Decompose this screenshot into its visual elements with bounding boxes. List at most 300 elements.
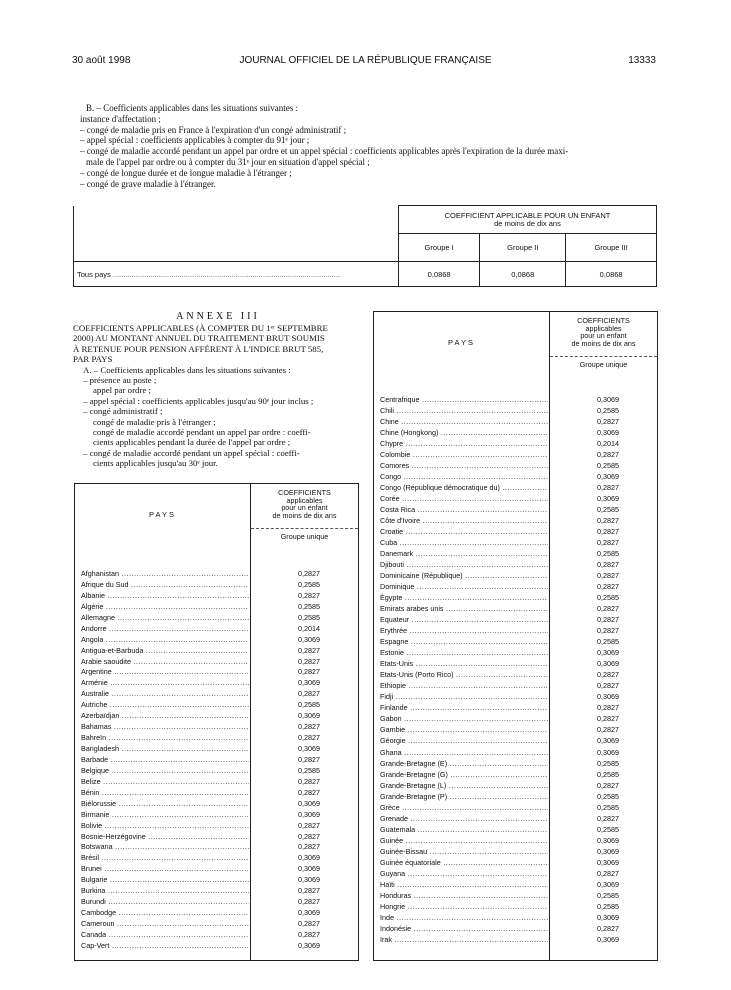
country-name: Colombie .....	[380, 449, 548, 460]
table-row	[79, 732, 358, 743]
pays-column-header: PAYS	[448, 338, 475, 347]
table-row	[79, 841, 358, 852]
country-name: Algérie .....	[81, 601, 249, 612]
table-row	[378, 515, 657, 526]
coefficient-value: 0,3069	[597, 857, 619, 867]
annex-heading-line: COEFFICIENTS APPLICABLES (À COMPTER DU 1ᵉʳ SEPTEMBRE	[73, 323, 328, 333]
annex-body	[73, 323, 361, 469]
coefficient-value: 0,2014	[298, 623, 320, 633]
country-name: Birmanie .....	[81, 809, 249, 820]
table-row	[378, 482, 657, 493]
section-b-item: – congé de grave maladie à l'étranger.	[80, 178, 216, 189]
country-name: Barbade .....	[81, 754, 249, 765]
coefficient-value: 0,3069	[298, 798, 320, 808]
table-row	[378, 526, 657, 537]
country-name: Burundi .....	[81, 896, 249, 907]
coefficient-table	[73, 205, 657, 287]
coefficient-value: 0,2827	[298, 919, 320, 928]
country-name: Finlande .....	[380, 702, 548, 713]
country-name: Bangladesh .....	[81, 743, 249, 754]
table-row-label	[74, 262, 399, 287]
table-row	[378, 449, 657, 460]
country-name: Arabie saoudite .....	[81, 656, 249, 667]
country-name: Ghana .....	[380, 747, 548, 758]
country-name: Emirats arabes unis .....	[380, 603, 548, 614]
coefficient-value: 0,2827	[597, 868, 619, 878]
coefficient-value: 0,2827	[298, 667, 320, 677]
country-name: Ethiopie .....	[380, 680, 548, 691]
country-name: Guinée-Bissau .....	[380, 846, 548, 857]
table-row	[79, 688, 358, 699]
country-name: Chili .....	[380, 405, 548, 416]
coef-header-text	[550, 317, 657, 347]
country-name: Chypre .....	[380, 438, 548, 449]
coefficient-value: 0,2827	[298, 831, 320, 841]
section-a-title: A. – Coefficients applicables dans les situations suivantes :	[83, 364, 291, 375]
country-name: Cap-Vert .....	[81, 940, 249, 951]
table-row	[79, 721, 358, 732]
coefficient-value: 0,2827	[298, 656, 320, 666]
table-row	[79, 852, 358, 863]
country-name: Argentine .....	[81, 666, 249, 677]
table-row	[378, 405, 657, 416]
table-row	[79, 699, 358, 710]
coefficient-value: 0,2585	[597, 549, 619, 559]
table-row	[378, 603, 657, 614]
country-name: Haïti .....	[380, 879, 548, 890]
country-name: Danemark .....	[380, 548, 548, 559]
table-row	[378, 471, 657, 482]
coefficient-value: 0,2585	[298, 601, 320, 611]
table-row	[378, 680, 657, 691]
country-name: Fidji .....	[380, 691, 548, 702]
coefficient-value: 0,2585	[597, 901, 619, 911]
coefficient-value: 0,3069	[597, 692, 619, 702]
coefficient-value: 0,2585	[597, 769, 619, 779]
section-a-item: – appel spécial : coefficients applicables jusqu'au 90ᵉ jour inclus ;	[83, 395, 314, 406]
dot-leader: .............................................................................................................	[110, 269, 340, 279]
country-name: Grande-Bretagne (L) .....	[380, 780, 548, 791]
country-name: Djibouti .....	[380, 559, 548, 570]
country-name: Irak .....	[380, 934, 548, 945]
header-separator	[251, 528, 358, 529]
table-row	[378, 791, 657, 802]
coefficient-value: 0,3069	[597, 395, 619, 404]
table-row	[79, 787, 358, 798]
country-name: Botswana .....	[81, 841, 249, 852]
country-name: Autriche .....	[81, 699, 249, 710]
country-name: Equateur .....	[380, 614, 548, 625]
coefficient-value: 0,2827	[597, 417, 619, 427]
table-row	[378, 438, 657, 449]
section-a-item: – congé de maladie accordé pendant un appel spécial : coeffi-	[83, 447, 300, 458]
coefficient-value: 0,2827	[298, 590, 320, 600]
table-row	[378, 702, 657, 713]
country-name: Cuba .....	[380, 537, 548, 548]
table-row	[79, 579, 358, 590]
table-row	[378, 868, 657, 879]
country-name: Congo .....	[380, 471, 548, 482]
coefficient-value: 0,3069	[298, 875, 320, 885]
coefficient-value: 0,3069	[298, 864, 320, 874]
country-name: Cameroun .....	[81, 918, 249, 929]
table-row	[79, 677, 358, 688]
group-header: Groupe I	[399, 234, 480, 262]
coefficient-value: 0,2827	[597, 780, 619, 790]
country-name: Etats-Unis (Porto Rico) .....	[380, 669, 548, 680]
coefficient-value: 0,3069	[298, 908, 320, 918]
coefficient-value: 0,2827	[298, 897, 320, 907]
annex-heading-line: À RETENUE POUR PENSION AFFÉRENT À L'INDICE BRUT 585,	[73, 343, 324, 354]
table-row	[378, 912, 657, 923]
table-row	[79, 776, 358, 787]
country-name: Albanie .....	[81, 590, 249, 601]
country-name: Belize .....	[81, 776, 249, 787]
coefficient-value: 0,2827	[298, 722, 320, 732]
section-a-item: congé de maladie accordé pendant un appel par ordre : coeffi-	[93, 427, 311, 438]
country-name: Guinée .....	[380, 835, 548, 846]
country-name: Bénin .....	[81, 787, 249, 798]
table-row	[79, 896, 358, 907]
coefficient-value: 0,2585	[597, 461, 619, 471]
table-row	[79, 754, 358, 765]
coef-header-text	[251, 489, 358, 519]
table-row	[378, 504, 657, 515]
coefficient-value: 0,3069	[298, 809, 320, 819]
section-a-item: cients applicables jusqu'au 30ᵉ jour.	[93, 458, 218, 469]
coefficient-value: 0,2827	[597, 582, 619, 592]
country-name: Congo (République démocratique du) .....	[380, 482, 548, 493]
table-cell: 0,0868	[399, 262, 480, 287]
coefficient-value: 0,2827	[597, 703, 619, 713]
country-name: Grèce .....	[380, 802, 548, 813]
table-row	[378, 747, 657, 758]
coefficient-value: 0,3069	[597, 912, 619, 922]
header-title: JOURNAL OFFICIEL DE LA RÉPUBLIQUE FRANÇAISE	[239, 55, 492, 66]
country-name: Antigua-et-Barbuda .....	[81, 645, 249, 656]
group-header: Groupe II	[480, 234, 566, 262]
country-table-right	[373, 311, 658, 961]
country-name: Afghanistan .....	[81, 568, 249, 579]
country-name: Etats-Unis .....	[380, 658, 548, 669]
table-row	[79, 863, 358, 874]
coef-header-line: pour un enfant	[580, 331, 627, 340]
coefficient-value: 0,2827	[597, 923, 619, 933]
country-name: Canada .....	[81, 929, 249, 940]
coef-header-line: COEFFICIENTS	[278, 488, 331, 497]
table-row	[79, 940, 358, 951]
country-name: Belgique .....	[81, 765, 249, 776]
coefficient-value: 0,3069	[597, 747, 619, 757]
country-name: Andorre .....	[81, 623, 249, 634]
coefficient-value: 0,2827	[597, 626, 619, 636]
country-name: Burkina .....	[81, 885, 249, 896]
country-name: Bulgarie .....	[81, 874, 249, 885]
country-name: Côte d'Ivoire .....	[380, 515, 548, 526]
table-cell: 0,0868	[566, 262, 657, 287]
table-row	[378, 669, 657, 680]
country-name: Espagne .....	[380, 636, 548, 647]
country-name: Bolivie .....	[81, 820, 249, 831]
country-name: Costa Rica .....	[380, 504, 548, 515]
table-row	[79, 743, 358, 754]
coefficient-value: 0,2827	[597, 813, 619, 823]
country-name: Chine (Hongkong) .....	[380, 427, 548, 438]
coefficient-value: 0,3069	[597, 879, 619, 889]
country-name: Grande-Bretagne (E) .....	[380, 758, 548, 769]
table-row	[79, 874, 358, 885]
header-date: 30 août 1998	[72, 55, 131, 66]
table-row	[79, 907, 358, 918]
coefficient-value: 0,2827	[298, 929, 320, 939]
annex-heading-line: 2000) AU MONTANT ANNUEL DU TRAITEMENT BRUT SOUMIS	[73, 333, 325, 344]
table-row	[378, 592, 657, 603]
coefficient-value: 0,2827	[597, 604, 619, 614]
coefficient-value: 0,3069	[298, 940, 320, 950]
section-b-title: B. – Coefficients applicables dans les situations suivantes :	[86, 103, 299, 113]
table-row	[79, 918, 358, 929]
table-row	[378, 824, 657, 835]
coef-heading-line1: COEFFICIENT APPLICABLE POUR UN ENFANT	[444, 210, 611, 220]
country-name: Géorgie .....	[380, 735, 548, 746]
coefficient-value: 0,2585	[597, 802, 619, 812]
coef-table-heading	[399, 206, 657, 234]
table-row	[79, 765, 358, 776]
coefficient-value: 0,2585	[298, 579, 320, 589]
coefficient-value: 0,2827	[597, 560, 619, 570]
annex-title: ANNEXE III	[176, 311, 260, 322]
coefficient-value: 0,2827	[597, 670, 619, 680]
table-row	[378, 780, 657, 791]
table-row	[378, 713, 657, 724]
country-name: Dominique .....	[380, 581, 548, 592]
table-row	[378, 934, 657, 945]
table-row	[378, 890, 657, 901]
coefficient-value: 0,2827	[298, 689, 320, 699]
coefficient-value: 0,2585	[298, 700, 320, 710]
table-row	[378, 658, 657, 669]
table-row	[378, 813, 657, 824]
coefficient-value: 0,2827	[298, 776, 320, 786]
coefficient-value: 0,2827	[597, 681, 619, 691]
coefficient-value: 0,2827	[597, 527, 619, 537]
coef-heading-line2: de moins de dix ans	[494, 218, 561, 228]
coefficient-value: 0,2585	[298, 612, 320, 622]
country-name: Grenade .....	[380, 813, 548, 824]
country-name: Chine .....	[380, 416, 548, 427]
country-name: Afrique du Sud .....	[81, 579, 249, 590]
coefficient-value: 0,3069	[298, 711, 320, 721]
coefficient-value: 0,3069	[298, 744, 320, 753]
coef-header-line: applicables	[286, 495, 323, 505]
coefficient-value: 0,3069	[597, 428, 619, 438]
country-name: Azerbaïdjan .....	[81, 710, 249, 721]
country-name: Comores .....	[380, 460, 548, 471]
pays-column-header: PAYS	[149, 510, 176, 519]
country-name: Erythrée .....	[380, 625, 548, 636]
group-header: Groupe unique	[579, 360, 628, 369]
table-row	[79, 798, 358, 809]
table-row	[378, 835, 657, 846]
coefficient-value: 0,3069	[597, 659, 619, 669]
table-row	[378, 394, 657, 405]
coefficient-value: 0,3069	[298, 678, 320, 688]
table-row	[378, 548, 657, 559]
coefficient-value: 0,2014	[597, 439, 619, 449]
country-table-left	[74, 483, 359, 961]
section-b-item: – congé de maladie accordé pendant un appel par ordre et un appel spécial : coefficients applicables après l'expiration de la durée maxi-	[80, 146, 569, 157]
table-row	[378, 647, 657, 658]
country-name: Arménie .....	[81, 677, 249, 688]
coefficient-value: 0,3069	[597, 494, 619, 504]
table-row	[79, 623, 358, 634]
coefficient-value: 0,3069	[298, 634, 320, 644]
coefficient-value: 0,3069	[597, 934, 619, 944]
coef-header-line: pour un enfant	[281, 503, 328, 512]
section-b	[80, 103, 660, 189]
coefficient-value: 0,3069	[597, 846, 619, 856]
country-name: Angola .....	[81, 634, 249, 645]
country-name: Centrafrique .....	[380, 394, 548, 405]
table-row	[378, 691, 657, 702]
coefficient-value: 0,2827	[597, 450, 619, 460]
country-name: Grande-Bretagne (P) .....	[380, 791, 548, 802]
country-name: Hongrie .....	[380, 901, 548, 912]
country-name: Australie .....	[81, 688, 249, 699]
table-row	[79, 710, 358, 721]
country-name: Gabon .....	[380, 713, 548, 724]
coefficient-value: 0,2827	[298, 842, 320, 852]
table-row	[378, 724, 657, 735]
table-row	[378, 570, 657, 581]
coefficient-value: 0,2827	[597, 483, 619, 493]
table-cell: 0,0868	[480, 262, 566, 287]
country-name: Croatie .....	[380, 526, 548, 537]
table-row	[79, 656, 358, 667]
coefficient-value: 0,2827	[597, 571, 619, 581]
coef-header-line: de moins de dix ans	[272, 510, 337, 520]
country-name: Guyana .....	[380, 868, 548, 879]
coefficient-value: 0,2827	[597, 725, 619, 735]
section-b-item: – appel spécial : coefficients applicables à compter du 91ᵉ jour ;	[80, 135, 310, 146]
country-name: Grande-Bretagne (G) .....	[380, 769, 548, 780]
coefficient-value: 0,2827	[298, 754, 320, 764]
coefficient-value: 0,3069	[597, 472, 619, 482]
table-row	[79, 634, 358, 645]
coefficient-value: 0,2827	[597, 516, 619, 526]
group-header: Groupe III	[566, 234, 657, 262]
coefficient-value: 0,2827	[597, 714, 619, 724]
coefficient-value: 0,3069	[298, 853, 320, 863]
table-row	[79, 820, 358, 831]
coefficient-value: 0,2585	[597, 505, 619, 515]
country-name: Égypte .....	[380, 592, 548, 603]
country-rows	[378, 394, 657, 945]
table-row	[378, 581, 657, 592]
coefficient-value: 0,3069	[597, 736, 619, 746]
coef-header-line: de moins de dix ans	[571, 338, 636, 348]
country-name: Estonie .....	[380, 647, 548, 658]
section-b-item: – congé de longue durée et de longue maladie à l'étranger ;	[80, 167, 292, 178]
country-name: Indonésie .....	[380, 923, 548, 934]
coefficient-value: 0,2585	[298, 765, 320, 775]
country-name: Bahreïn .....	[81, 732, 249, 743]
coefficient-value: 0,2585	[597, 406, 619, 416]
country-name: Cambodge .....	[81, 907, 249, 918]
annex-heading-line: PAR PAYS	[73, 354, 113, 365]
country-name: Biélorussie .....	[81, 798, 249, 809]
coefficient-value: 0,2585	[597, 890, 619, 900]
section-a-item: cients applicables pendant la durée de l'appel par ordre ;	[93, 437, 291, 448]
section-b-item: instance d'affectation ;	[80, 113, 161, 124]
table-row	[378, 758, 657, 769]
table-row	[378, 879, 657, 890]
table-row	[378, 625, 657, 636]
table-row	[378, 636, 657, 647]
row-label-text: Tous pays	[77, 269, 111, 279]
coefficient-value: 0,2585	[597, 824, 619, 834]
coefficient-value: 0,2827	[298, 820, 320, 830]
table-row	[79, 929, 358, 940]
table-row	[79, 612, 358, 623]
country-rows	[79, 568, 358, 951]
table-row	[378, 537, 657, 548]
coefficient-value: 0,2827	[298, 645, 320, 655]
empty-header-cell	[74, 206, 399, 262]
table-row	[378, 493, 657, 504]
table-row	[378, 901, 657, 912]
section-a-item: – congé administratif ;	[83, 406, 163, 417]
table-row	[79, 809, 358, 820]
section-b-item: male de l'appel par ordre ou à compter du 31ᵉ jour en situation d'appel spécial ;	[86, 156, 370, 167]
coef-header-line: applicables	[585, 323, 622, 333]
country-name: Guatemala .....	[380, 824, 548, 835]
table-row	[79, 645, 358, 656]
coefficient-value: 0,2585	[597, 637, 619, 647]
coef-column-header	[550, 312, 657, 372]
coefficient-value: 0,2827	[298, 886, 320, 896]
table-row	[79, 666, 358, 677]
section-a-item: congé de maladie pris à l'étranger ;	[93, 416, 216, 427]
table-row	[378, 460, 657, 471]
table-row	[79, 831, 358, 842]
country-name: Brunei .....	[81, 863, 249, 874]
country-name: Brésil .....	[81, 852, 249, 863]
table-row	[378, 846, 657, 857]
section-b-item: – congé de maladie pris en France à l'expiration d'un congé administratif ;	[80, 124, 347, 135]
coef-header-line: COEFFICIENTS	[577, 316, 630, 325]
country-name: Bosnie-Herzégovine .....	[81, 831, 249, 842]
country-name: Dominicaine (République) .....	[380, 570, 548, 581]
coefficient-value: 0,3069	[597, 648, 619, 658]
table-row	[378, 923, 657, 934]
coefficient-value: 0,2585	[597, 791, 619, 801]
coefficient-value: 0,2827	[597, 615, 619, 625]
country-name: Bahamas .....	[81, 721, 249, 732]
table-row	[378, 559, 657, 570]
table-row	[79, 590, 358, 601]
table-row	[378, 614, 657, 625]
table-row	[378, 857, 657, 868]
country-name: Corée .....	[380, 493, 548, 504]
section-a-item: appel par ordre ;	[93, 385, 151, 396]
table-row	[378, 802, 657, 813]
table-row	[378, 427, 657, 438]
country-name: Gambie .....	[380, 724, 548, 735]
table-row	[378, 416, 657, 427]
country-name: Allemagne .....	[81, 612, 249, 623]
country-name: Guinée équatoriale .....	[380, 857, 548, 868]
